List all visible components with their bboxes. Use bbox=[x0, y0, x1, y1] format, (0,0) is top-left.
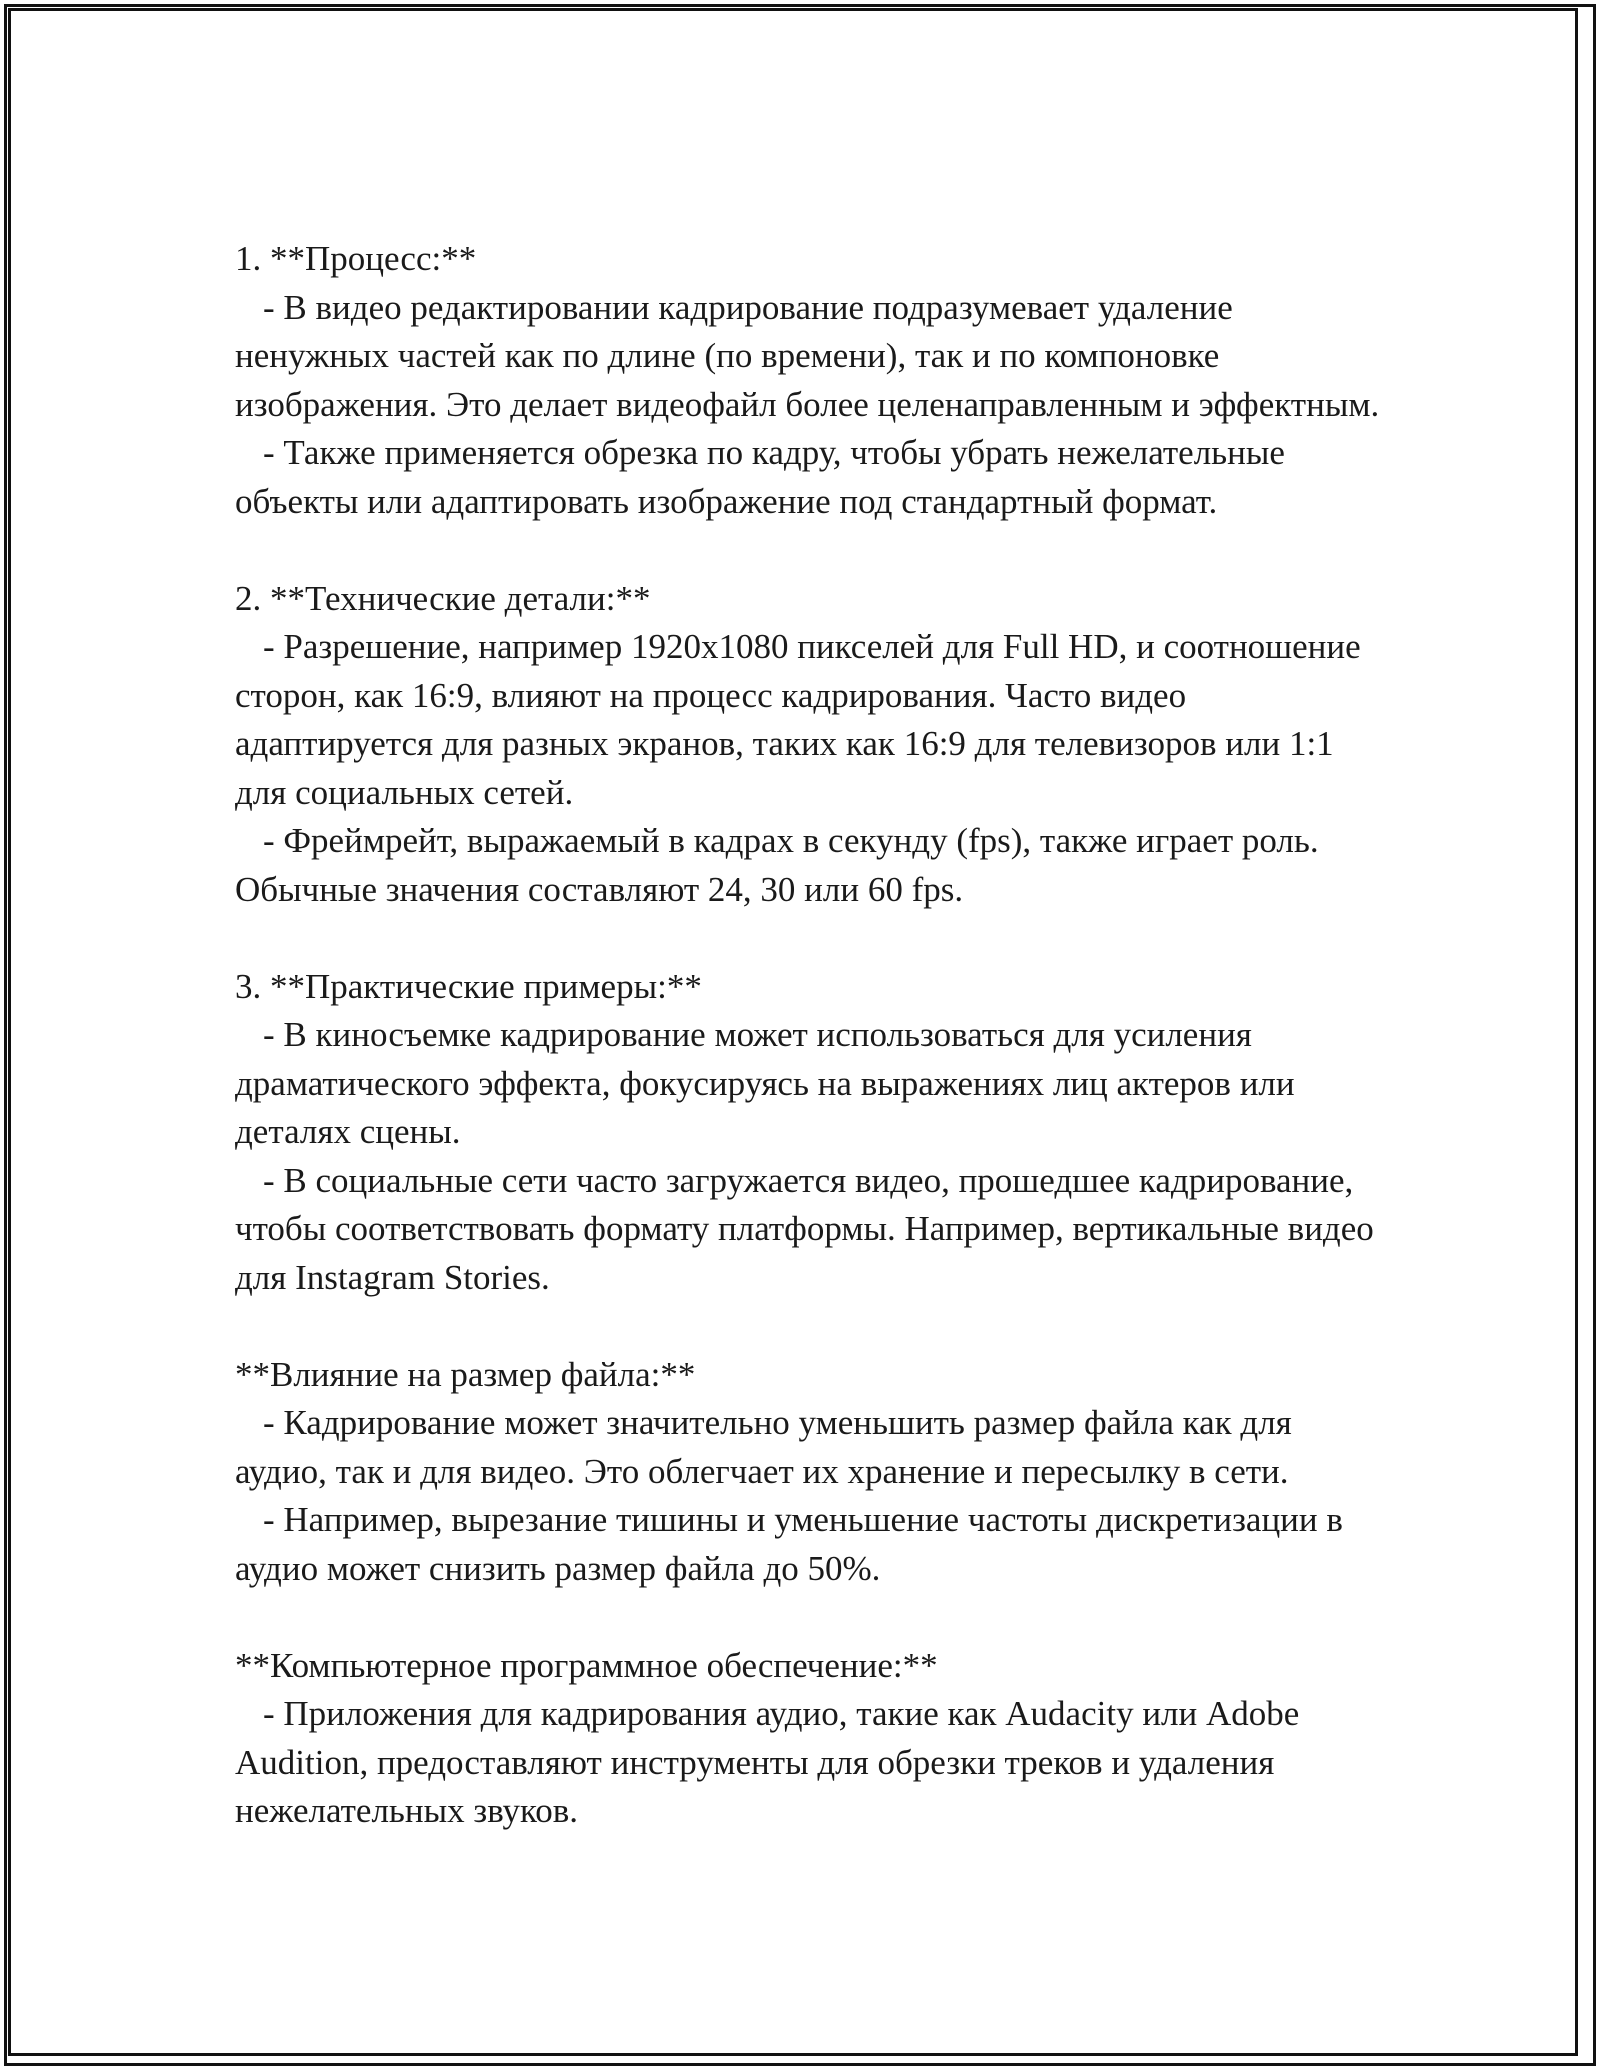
section-practical-examples bbox=[235, 963, 1385, 1303]
list-item-text: - В видео редактировании кадрирование подразумевает удаление ненужных частей как по длине (по времени), так и по компоновке изображения. Это делает видеофайл более целенаправленным и эффектным. bbox=[235, 287, 1380, 424]
list-item-text: - Разрешение, например 1920x1080 пикселей для Full HD, и соотношение сторон, как 16:9, влияют на процесс кадрирования. Часто видео адаптируется для разных экранов, таких как 16:9 для телевизоров или 1:1 для социальных сетей. bbox=[235, 627, 1361, 812]
list-item bbox=[235, 1496, 1385, 1593]
list-item-text: - В социальные сети часто загружается видео, прошедшее кадрирование, чтобы соответствовать формату платформы. Например, вертикальные видео для Instagram Stories. bbox=[235, 1160, 1374, 1297]
section-heading: 2. **Технические детали:** bbox=[235, 578, 651, 618]
list-item bbox=[235, 284, 1385, 430]
list-item bbox=[235, 429, 1385, 526]
list-item-text: - Приложения для кадрирования аудио, такие как Audacity или Adobe Audition, предоставляют инструменты для обрезки треков и удаления нежелательных звуков. bbox=[235, 1694, 1300, 1830]
list-item-text: - В киносъемке кадрирование может использоваться для усиления драматического эффекта, фокусируясь на выражениях лиц актеров или деталях сцены. bbox=[235, 1015, 1295, 1151]
list-item bbox=[235, 1690, 1385, 1836]
section-heading: 1. **Процесс:** bbox=[235, 239, 477, 278]
section-heading: 3. **Практические примеры:** bbox=[235, 966, 702, 1006]
list-item-text: - Например, вырезание тишины и уменьшение частоты дискретизации в аудио может снизить размер файла до 50%. bbox=[235, 1500, 1343, 1588]
section-heading: **Влияние на размер файла:** bbox=[235, 1354, 696, 1394]
list-item bbox=[235, 1011, 1385, 1157]
section-technical-details bbox=[235, 575, 1385, 915]
list-item-text: - Фреймрейт, выражаемый в кадрах в секунду (fps), также играет роль. Обычные значения составляют 24, 30 или 60 fps. bbox=[235, 821, 1319, 909]
section-software bbox=[235, 1642, 1385, 1836]
section-process bbox=[235, 235, 1385, 526]
list-item bbox=[235, 1399, 1385, 1496]
document-body bbox=[235, 235, 1385, 1836]
list-item-text: - Также применяется обрезка по кадру, чтобы убрать нежелательные объекты или адаптировать изображение под стандартный формат. bbox=[235, 433, 1285, 521]
section-heading: **Компьютерное программное обеспечение:** bbox=[235, 1645, 938, 1685]
list-item-text: - Кадрирование может значительно уменьшить размер файла как для аудио, так и для видео. Это облегчает их хранение и пересылку в сети. bbox=[235, 1403, 1292, 1491]
list-item bbox=[235, 817, 1385, 914]
list-item bbox=[235, 1157, 1385, 1303]
list-item bbox=[235, 623, 1385, 817]
section-file-size-impact bbox=[235, 1351, 1385, 1594]
